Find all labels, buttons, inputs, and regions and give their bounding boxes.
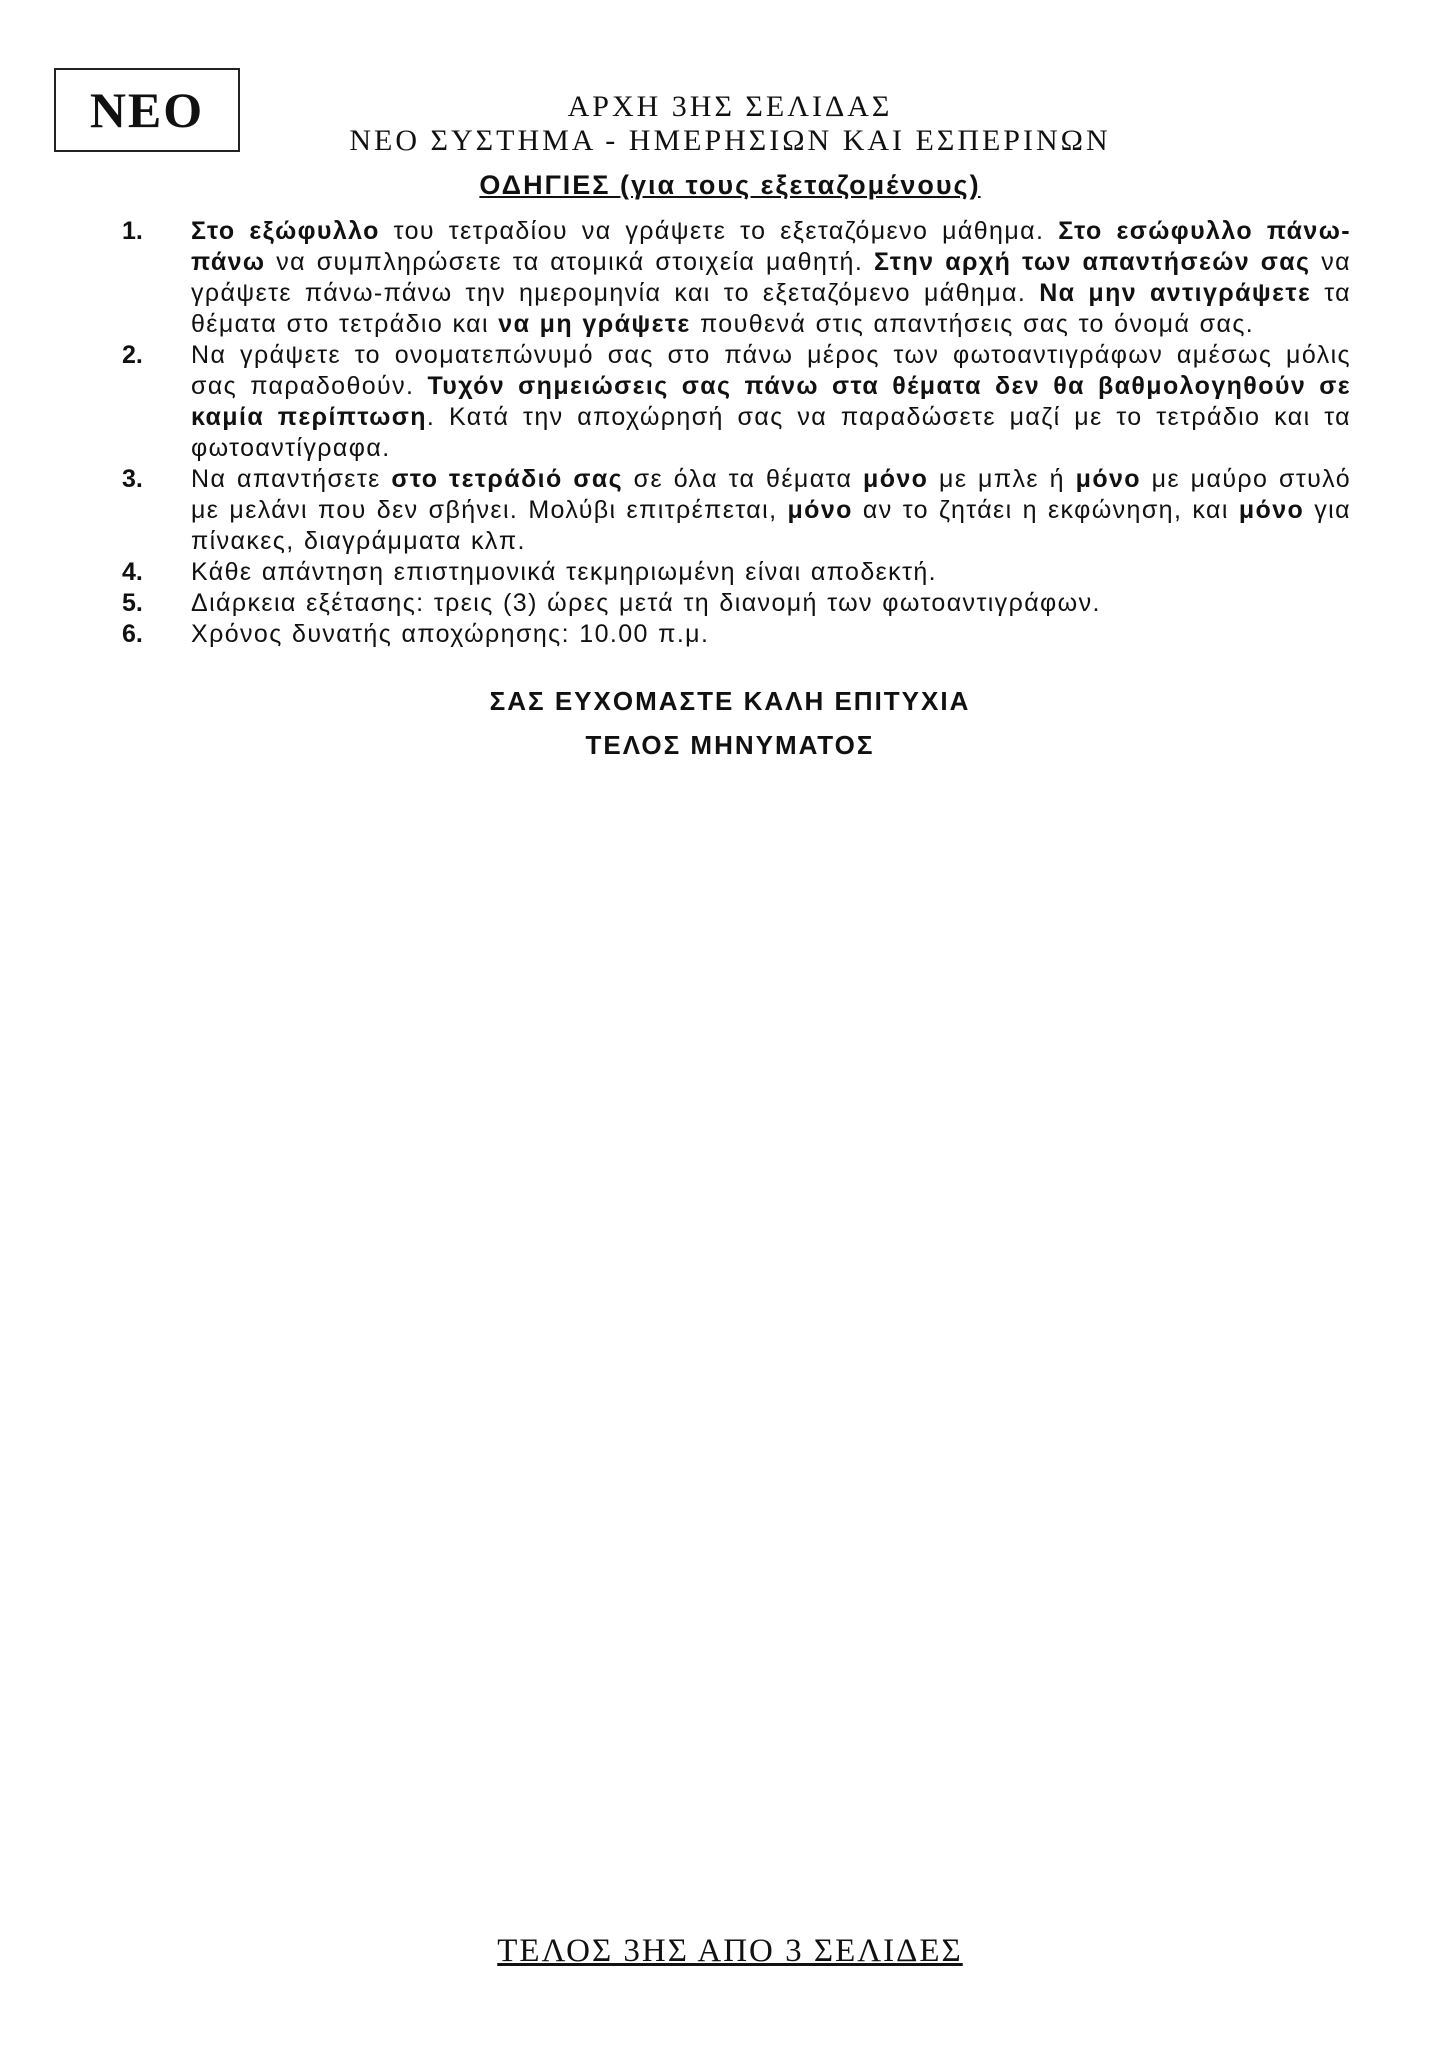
instruction-fragment: αν το ζητάει η εκφώνηση, και [852, 496, 1239, 524]
instruction-fragment: σε όλα τα θέματα [623, 465, 864, 493]
instruction-fragment: Κάθε απάντηση επιστημονικά τεκμηριωμένη είναι αποδεκτή. [191, 558, 938, 586]
instruction-emphasis: μόνο [1075, 465, 1141, 493]
instruction-text [191, 216, 1351, 340]
end-of-message: ΤΕΛΟΣ ΜΗΝΥΜΑΤΟΣ [585, 730, 875, 760]
instruction-fragment: να γράψετε πάνω-πάνω την ημερομηνία και το εξεταζόμενο μάθημα. [191, 248, 1351, 307]
instructions-list [0, 216, 1448, 650]
page-footer [250, 1933, 1210, 1970]
instruction-number: 4. [122, 558, 143, 586]
instruction-fragment: με μπλε ή [928, 465, 1076, 493]
instructions-title: ΟΔΗΓΙΕΣ (για τους εξεταζομένους) [479, 170, 981, 200]
instruction-number: 2. [122, 341, 143, 369]
instruction-fragment: πουθενά στις απαντήσεις σας το όνομά σας. [690, 310, 1255, 338]
instruction-number: 3. [122, 465, 143, 493]
instruction-emphasis: Τυχόν σημειώσεις σας πάνω στα θέματα δεν θα βαθμολογηθούν σε καμία περίπτωση [191, 372, 1351, 431]
instruction-emphasis: Στο εξώφυλλο [191, 217, 380, 245]
instruction-item [0, 340, 1448, 464]
page-header-system: ΝΕΟ ΣΥΣΤΗΜΑ - ΗΜΕΡΗΣΙΩΝ ΚΑΙ ΕΣΠΕΡΙΝΩΝ [349, 124, 1111, 157]
instruction-item [0, 557, 1448, 588]
instruction-item [0, 588, 1448, 619]
instruction-emphasis: Στο εσώφυλλο πάνω-πάνω [191, 217, 1351, 276]
instruction-number: 1. [122, 217, 143, 245]
instruction-item [0, 464, 1448, 557]
instruction-emphasis: μόνο [787, 496, 853, 524]
neo-stamp: ΝΕΟ [54, 68, 240, 152]
instruction-fragment: Διάρκεια εξέτασης: τρεις (3) ώρες μετά τη διανομή των φωτοαντιγράφων. [191, 589, 1101, 617]
page-header-start: ΑΡΧΗ 3ΗΣ ΣΕΛΙΔΑΣ [567, 90, 893, 123]
instruction-item [0, 216, 1448, 340]
instruction-text [191, 340, 1351, 464]
instruction-fragment: με μαύρο στυλό με μελάνι που δεν σβήνει. Μολύβι επιτρέπεται, [191, 465, 1351, 524]
instruction-number: 5. [122, 589, 143, 617]
instruction-text [191, 619, 1351, 650]
closing-wish: ΣΑΣ ΕΥΧΟΜΑΣΤΕ ΚΑΛΗ ΕΠΙΤΥΧΙΑ [489, 686, 971, 716]
instruction-fragment: Να γράψετε το ονοματεπώνυμό σας στο πάνω μέρος των φωτοαντιγράφων αμέσως μόλις σας παραδοθούν. [191, 341, 1351, 400]
instruction-emphasis: Στην αρχή των απαντήσεών σας [873, 248, 1311, 276]
instruction-fragment: Χρόνος δυνατής αποχώρησης: 10.00 π.μ. [191, 620, 710, 648]
instruction-text [191, 557, 1351, 588]
instruction-fragment: τα θέματα στο τετράδιο και [191, 279, 1351, 338]
instruction-emphasis: μόνο [863, 465, 929, 493]
instruction-fragment: Να απαντήσετε [191, 465, 392, 493]
instruction-emphasis: να μη γράψετε [498, 310, 691, 338]
page-footer-text: ΤΕΛΟΣ 3ΗΣ ΑΠΟ 3 ΣΕΛΙΔΕΣ [497, 1933, 963, 1969]
instruction-number: 6. [122, 620, 143, 648]
instruction-emphasis: μόνο [1238, 496, 1305, 524]
instruction-item [0, 619, 1448, 650]
instruction-emphasis: στο τετράδιό σας [391, 465, 623, 493]
instruction-text [191, 464, 1351, 557]
instruction-fragment: να συμπληρώσετε τα ατομικά στοιχεία μαθητή. [265, 248, 874, 276]
instruction-emphasis: Να μην αντιγράψετε [1039, 279, 1312, 307]
instruction-text [191, 588, 1351, 619]
instruction-fragment: του τετραδίου να γράψετε το εξεταζόμενο μάθημα. [379, 217, 1059, 245]
instruction-fragment: για πίνακες, διαγράμματα κλπ. [191, 496, 1351, 555]
instruction-fragment: . Κατά την αποχώρησή σας να παραδώσετε μαζί με το τετράδιο και τα φωτοαντίγραφα. [191, 403, 1351, 462]
